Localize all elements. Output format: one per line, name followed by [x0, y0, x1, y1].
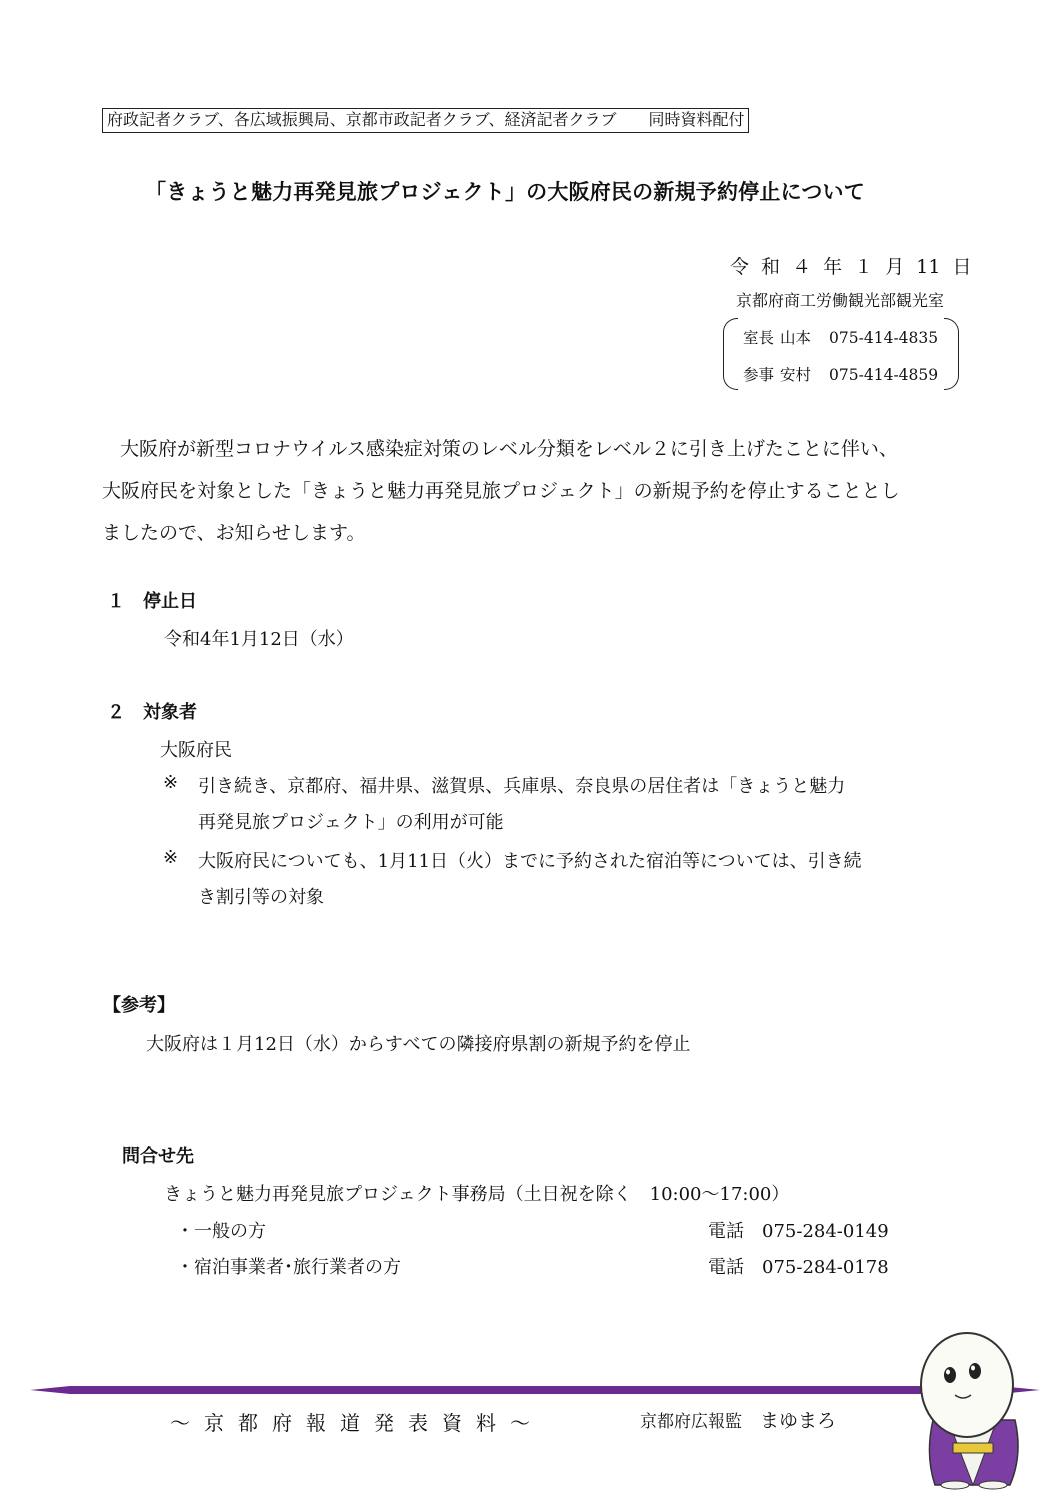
contact-role: 参事 — [743, 366, 775, 384]
page-title: 「きょうと魅力再発見旅プロジェクト」の大阪府民の新規予約停止について — [145, 180, 865, 204]
inquiry-label: ・宿泊事業者･旅行業者の方 — [176, 1257, 401, 1278]
inquiry-office: きょうと魅力再発見旅プロジェクト事務局（土日祝を除く 10:00～17:00） — [164, 1184, 790, 1205]
footer-pr-officer — [640, 1406, 836, 1433]
note-line: 引き続き、京都府、福井県、滋賀県、兵庫県、奈良県の居住者は「きょうと魅力 — [198, 776, 846, 797]
footer-title: ～京都府報道発表資料～ — [170, 1411, 544, 1435]
inquiry-phone: 電話 075-284-0149 — [708, 1221, 889, 1242]
target-residents: 大阪府民 — [160, 740, 232, 761]
reference-heading: 【参考】 — [103, 995, 175, 1016]
pr-label: 京都府広報監 — [640, 1412, 742, 1432]
mayumaro-mascot-icon — [905, 1325, 1035, 1490]
contact-name: 山本 — [780, 329, 812, 347]
intro-line: 大阪府民を対象とした「きょうと魅力再発見旅プロジェクト」の新規予約を停止することとし — [102, 480, 900, 502]
intro-line: ましたので、お知らせします。 — [102, 522, 366, 544]
inquiry-heading: 問合せ先 — [122, 1146, 194, 1167]
intro-line: 大阪府が新型コロナウイルス感染症対策のレベル分類をレベル２に引き上げたことに伴い、 — [120, 438, 898, 460]
contact-row — [743, 326, 944, 348]
contact-role: 室長 — [743, 329, 775, 347]
note-line: 再発見旅プロジェクト」の利用が可能 — [198, 812, 504, 833]
section-heading-target: ２ 対象者 — [107, 702, 197, 723]
section-heading-suspension-date: １ 停止日 — [107, 591, 197, 612]
pr-name: まゆまろ — [760, 1410, 837, 1432]
release-date: 令 和 ４ 年 １ 月 11 日 — [730, 256, 972, 278]
note-line: 大阪府民についても、1月11日（火）までに予約された宿泊等については、引き続 — [198, 851, 862, 872]
contact-phone: 075-414-4835 — [829, 329, 939, 347]
bracket-left — [723, 318, 738, 390]
bracket-right — [944, 318, 959, 390]
issuer-department: 京都府商工労働観光部観光室 — [736, 291, 945, 310]
footer-divider — [30, 1383, 1040, 1397]
suspension-date: 令和4年1月12日（水） — [164, 629, 354, 650]
reference-body: 大阪府は１月12日（水）からすべての隣接府県割の新規予約を停止 — [146, 1034, 691, 1055]
inquiry-label: ・一般の方 — [176, 1221, 266, 1242]
note-line: き割引等の対象 — [198, 887, 324, 908]
contact-phone: 075-414-4859 — [829, 366, 939, 384]
contact-row — [743, 363, 944, 385]
contact-box — [723, 318, 959, 390]
inquiry-phone: 電話 075-284-0178 — [708, 1257, 889, 1278]
distribution-note: 府政記者クラブ、各広域振興局、京都市政記者クラブ、経済記者クラブ 同時資料配付 — [102, 108, 749, 133]
contact-name: 安村 — [780, 366, 812, 384]
note-mark: ※ — [163, 847, 179, 868]
note-mark: ※ — [163, 772, 179, 793]
